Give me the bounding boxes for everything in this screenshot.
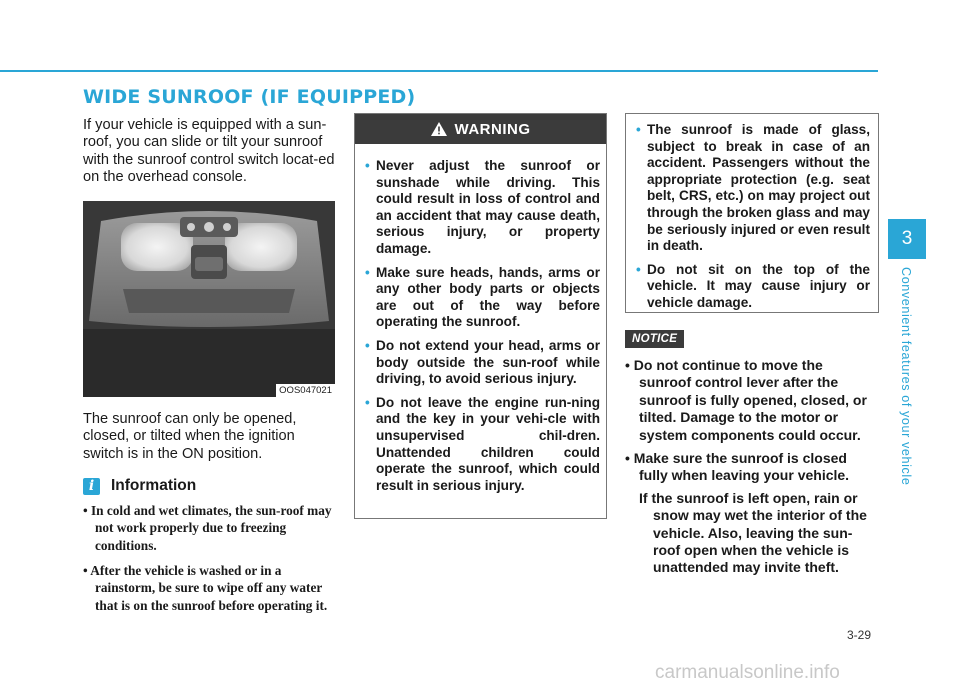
- list-item: • Do not sit on the top of the vehicle. It may cause injury or vehicle damage.: [636, 261, 870, 310]
- page-number: 3-29: [847, 628, 872, 642]
- list-item: • The sunroof is made of glass, subject to break in case of an accident. Passengers without the appropriate protection (e.g. seat belt, CRS, etc.) on may project out through the broken glass and may be seriously injured or even result in death.: [636, 122, 870, 254]
- left-column: [83, 117, 335, 622]
- section-title: WIDE SUNROOF (IF EQUIPPED): [83, 86, 416, 108]
- information-list: [83, 502, 335, 614]
- warning-continued-box: [625, 113, 879, 313]
- ignition-text: The sunroof can only be opened, closed, or tilted when the ignition switch is in the ON position.: [83, 411, 297, 462]
- warning-list: [365, 158, 600, 494]
- chapter-tab: 3: [888, 219, 926, 259]
- list-item: • In cold and wet climates, the sun-roof may not work properly due to freezing conditions.: [83, 503, 332, 553]
- list-item: • After the vehicle is washed or in a rainstorm, be sure to wipe off any water that is on the sunroof before operating it.: [83, 562, 328, 613]
- chapter-title: Convenient features of your vehicle: [899, 267, 913, 486]
- warning-triangle-icon: [431, 122, 447, 136]
- list-item: • Make sure the sunroof is closed fully when leaving your vehicle. If the sunroof is left open, rain or snow may wet the interior of the vehicle. Also, leaving the sun-roof open when the vehicle is unattended may invite theft.: [625, 450, 877, 577]
- intro-text: If your vehicle is equipped with a sun-roof, you can slide or tilt your sunroof with the sunroof control switch locat-ed on the overhead console.: [83, 117, 335, 185]
- notice-tag: NOTICE: [625, 330, 684, 348]
- warning-header: [355, 114, 606, 144]
- notice-extra-text: If the sunroof is left open, rain or snow may wet the interior of the vehicle. Also, leaving the sun-roof open when the vehicle is unattended may invite theft.: [639, 489, 867, 576]
- photo-caption: OOS047021: [276, 384, 335, 397]
- info-icon: i: [83, 478, 100, 495]
- top-rule: [0, 70, 878, 72]
- watermark: carmanualsonline.info: [655, 662, 840, 683]
- overhead-console-illustration: [83, 201, 335, 397]
- bullet: •: [365, 394, 370, 410]
- notice-list: [625, 357, 877, 583]
- warning-title: WARNING: [454, 120, 531, 138]
- list-item: • Do not extend your head, arms or body outside the sun-roof while driving, to avoid serious injury.: [365, 337, 600, 387]
- bullet: •: [365, 337, 370, 353]
- information-title: Information: [111, 477, 197, 495]
- bullet: •: [365, 264, 370, 280]
- bullet: •: [636, 261, 641, 277]
- sunroof-switch-photo: [83, 201, 335, 397]
- bullet: •: [365, 158, 370, 173]
- bullet: •: [636, 122, 641, 137]
- warning-continued-list: [636, 122, 870, 312]
- list-item: • Do not leave the engine run-ning and the key in your vehi-cle with unsupervised chil-dren. Unattended children could operate the sunroof, which could result in serious injury.: [365, 394, 600, 493]
- list-item: • Make sure heads, hands, arms or any other body parts or objects are out of the way before operating the sunroof.: [365, 264, 600, 330]
- list-item: • Do not continue to move the sunroof control lever after the sunroof is fully opened, closed, or tilted. Damage to the motor or system components could occur.: [625, 357, 867, 443]
- information-header: [83, 477, 335, 495]
- warning-box: [354, 113, 607, 519]
- list-item: • Never adjust the sunroof or sunshade while driving. This could result in loss of control and an accident that may cause death, serious injury, or property damage.: [365, 158, 600, 256]
